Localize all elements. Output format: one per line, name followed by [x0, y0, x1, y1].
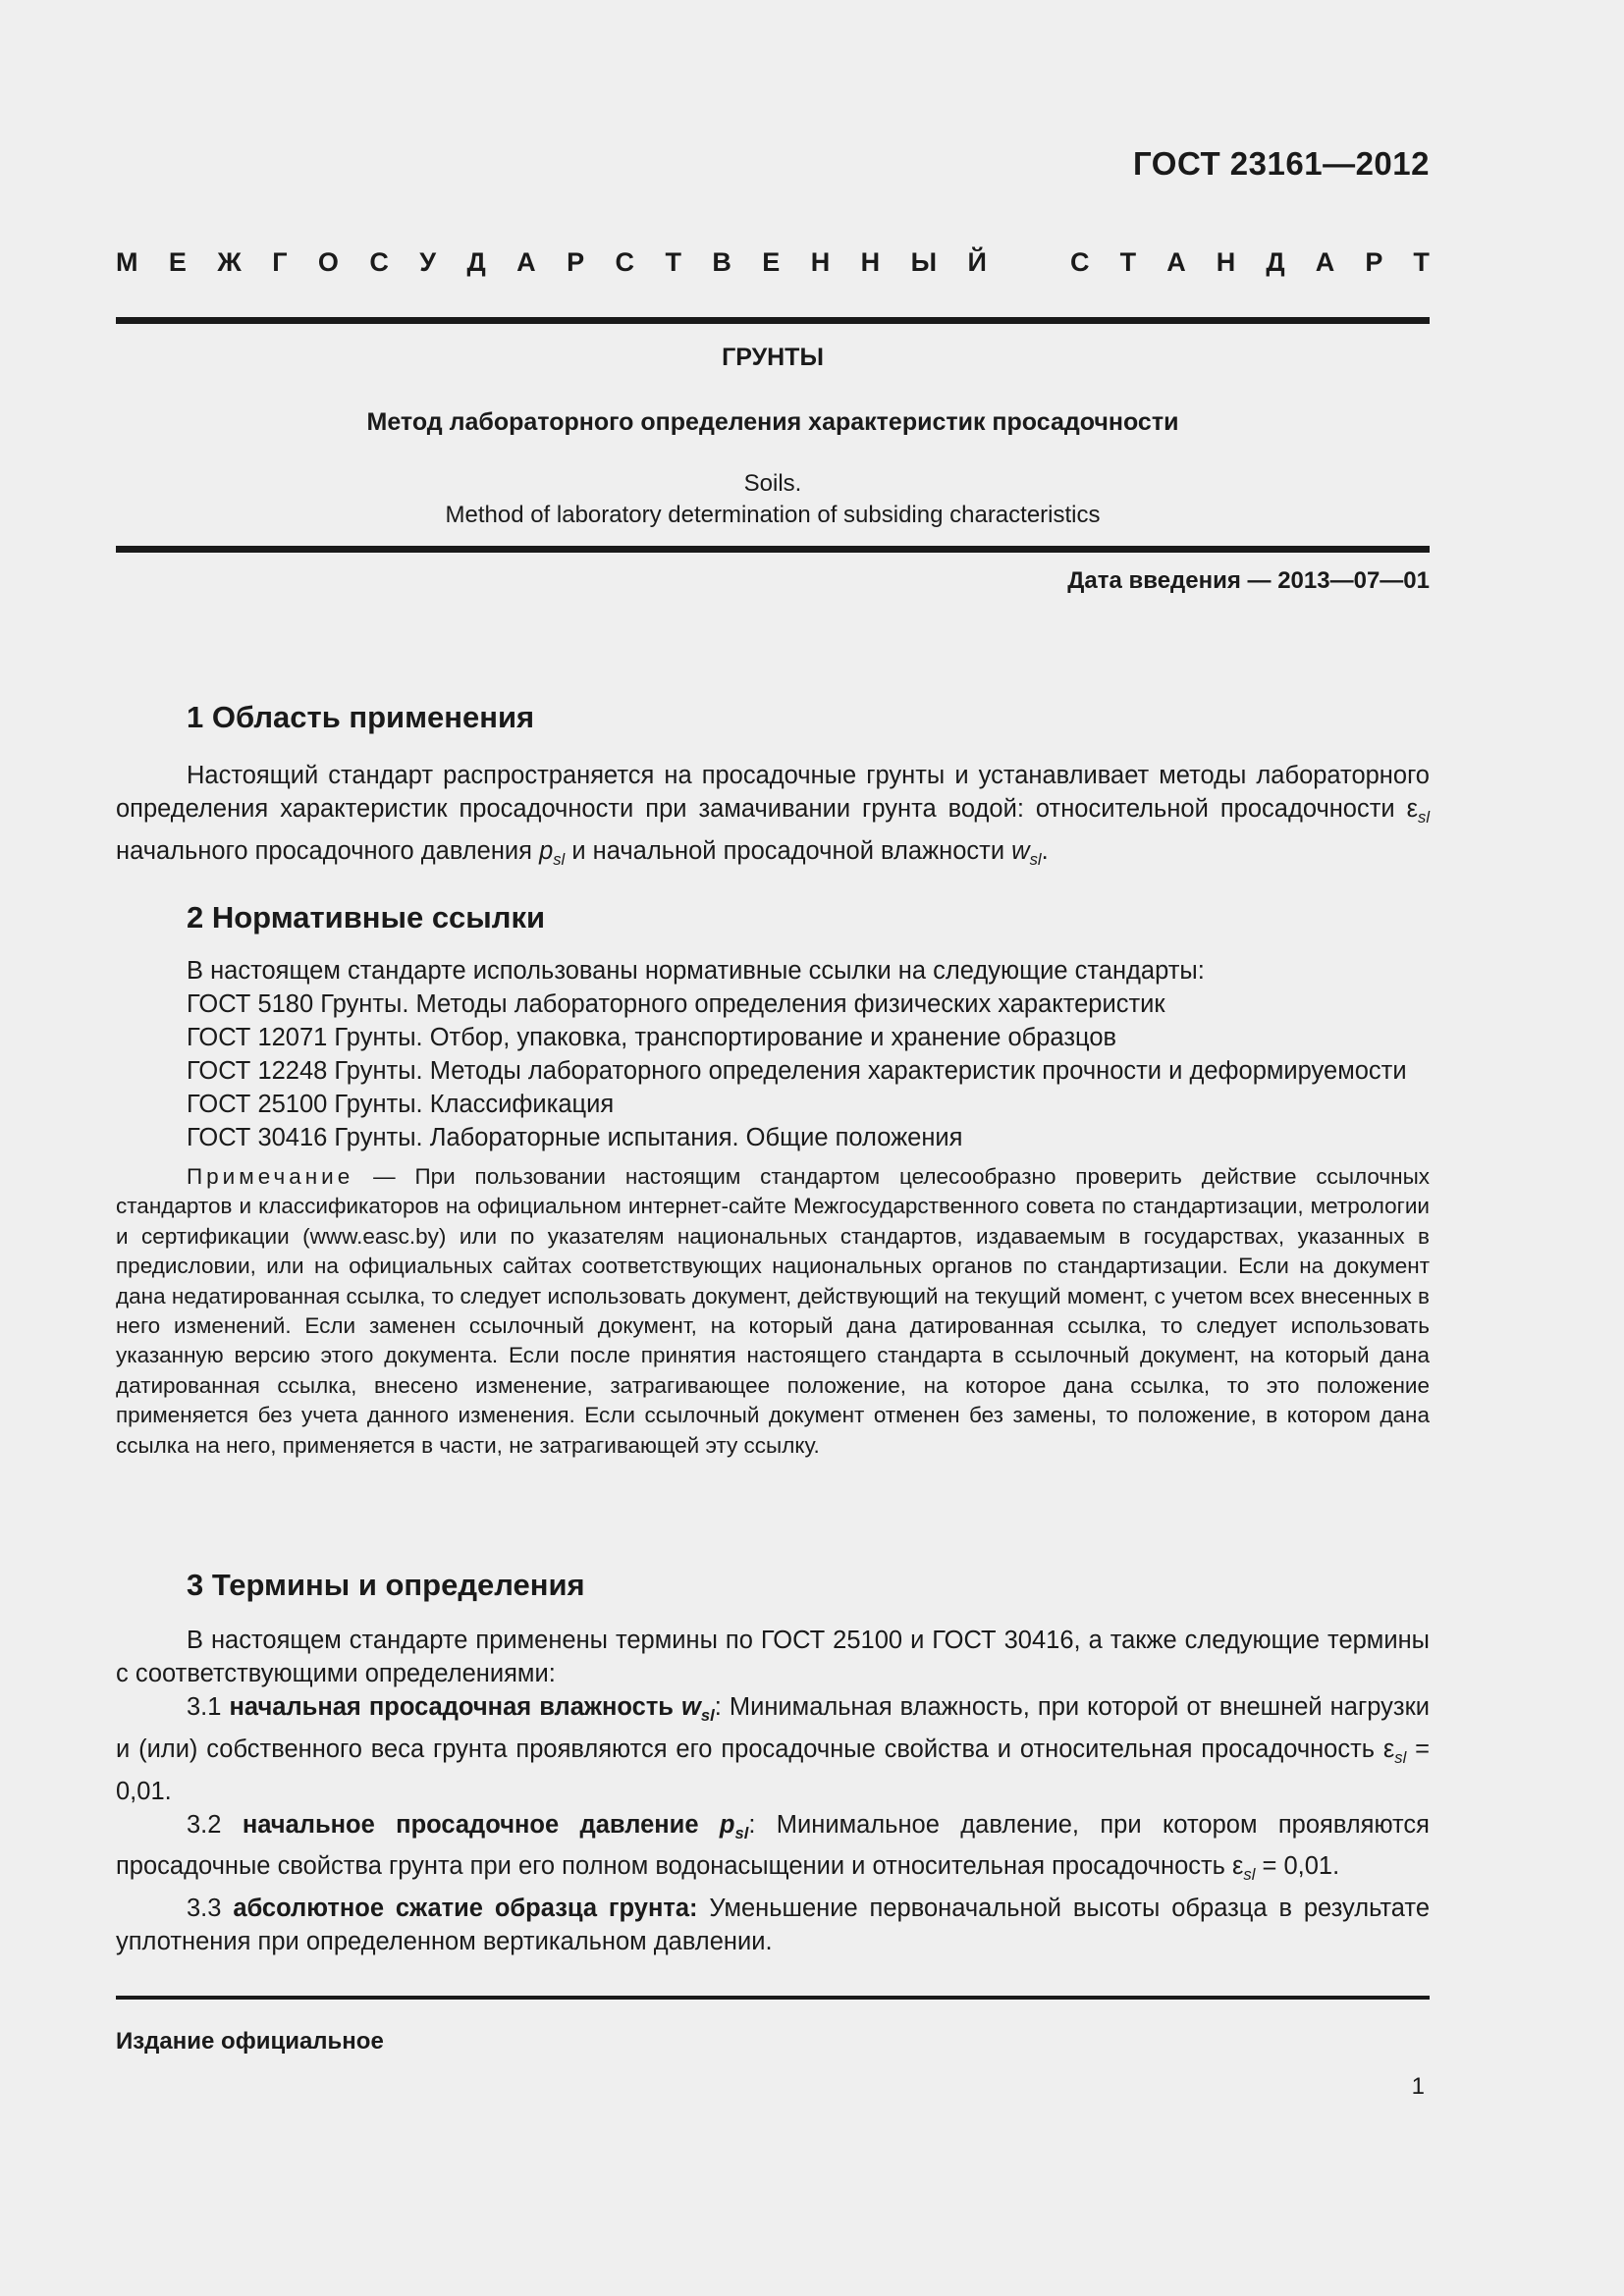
- term-3-1: 3.1 начальная просадочная влажность $w_{sl}$: Минимальная влажность, при которой от внешней нагрузки и (или) собственного веса грунта проявляются его просадочные свойства и относительная просадочность $\varepsilon_{sl} = 0,01$.: [116, 1693, 1430, 1805]
- section-normative-references: [116, 901, 1430, 1461]
- term-3-3: 3.3 абсолютное сжатие образца грунта: Уменьшение первоначальной высоты образца в результате уплотнения при определенном вертикальном давлении.: [116, 1895, 1430, 1956]
- note-text: — При пользовании настоящим стандартом целесообразно проверить действие ссылочных стандартов и классификаторов на официальном интернет-сайте Межгосударственного совета по стандартизации, метрологии и сертификации (www.easc.by) или по указателям национальных стандартов, издаваемым в государствах, указанных в предисловии, или на официальных сайтах соответствующих национальных органов по стандартизации. Если на документ дана недатированная ссылка, то следует использовать документ, действующий на текущий момент, с учетом всех внесенных в него изменений. Если заменен ссылочный документ, на который дана датированная ссылка, то следует использовать указанную версию этого документа. Если после принятия настоящего стандарта в ссылочный документ, на который дана датированная ссылка, внесено изменение, затрагивающее положение, на которое дана ссылка, то это положение применяется без учета данного изменения. Если ссылочный документ отменен без замены, то положение, в котором дана ссылка на него, применяется в части, не затрагивающей эту ссылку.: [116, 1164, 1430, 1458]
- official-edition-label: Издание официальное: [116, 2028, 384, 2055]
- header-rule: [116, 317, 1430, 324]
- terms-intro: В настоящем стандарте применены термины по ГОСТ 25100 и ГОСТ 30416, а также следующие термины с соответствующими определениями:: [116, 1627, 1430, 1687]
- reference-item: ГОСТ 30416 Грунты. Лабораторные испытания. Общие положения: [187, 1124, 963, 1151]
- document-subtitle: Метод лабораторного определения характеристик просадочности: [366, 408, 1179, 436]
- references-intro: В настоящем стандарте использованы нормативные ссылки на следующие стандарты:: [187, 957, 1205, 985]
- section-terms: [116, 1569, 1430, 1958]
- introduction-date: Дата введения — 2013—07—01: [1067, 567, 1430, 594]
- reference-item: ГОСТ 12248 Грунты. Методы лабораторного определения характеристик прочности и деформируемости: [187, 1057, 1407, 1085]
- section-scope: [116, 701, 1430, 877]
- standard-type-word2: С Т А Н Д А Р Т: [1070, 247, 1430, 277]
- section-heading: 3 Термины и определения: [187, 1568, 585, 1602]
- note-label: Примечание: [187, 1164, 354, 1189]
- standard-type-heading: [116, 247, 1430, 278]
- standard-type-word1: М Е Ж Г О С У Д А Р С Т В Е Н Н Ы Й: [116, 247, 987, 277]
- english-title-line1: Soils.: [743, 470, 802, 497]
- page-number: 1: [1411, 2073, 1425, 2100]
- english-title: [116, 468, 1430, 531]
- section-heading: 1 Область применения: [187, 700, 535, 734]
- document-title: ГРУНТЫ: [722, 344, 824, 371]
- footer-rule: [116, 1996, 1430, 2000]
- reference-item: ГОСТ 12071 Грунты. Отбор, упаковка, транспортирование и хранение образцов: [187, 1024, 1117, 1051]
- scope-paragraph: Настоящий стандарт распространяется на просадочные грунты и устанавливает методы лабораторного определения характеристик просадочности при замачивании грунта водой: относительной просадочности $\varepsilon_{sl}$ начального просадочного давления $p_{sl}$ и начальной просадочной влажности $w_{sl}$.: [116, 762, 1430, 869]
- title-rule: [116, 546, 1430, 553]
- section-heading: 2 Нормативные ссылки: [187, 900, 546, 934]
- reference-item: ГОСТ 5180 Грунты. Методы лабораторного определения физических характеристик: [187, 990, 1165, 1018]
- term-3-2: 3.2 начальное просадочное давление $p_{sl}$: Минимальное давление, при котором проявляются просадочные свойства грунта при его полном водонасыщении и относительная просадочность $\varepsilon_{sl} = 0,01$.: [116, 1810, 1430, 1885]
- english-title-line2: Method of laboratory determination of subsiding characteristics: [445, 502, 1101, 528]
- note-paragraph: [116, 1162, 1430, 1461]
- reference-item: ГОСТ 25100 Грунты. Классификация: [187, 1091, 615, 1118]
- standard-number: ГОСТ 23161—2012: [1133, 145, 1430, 182]
